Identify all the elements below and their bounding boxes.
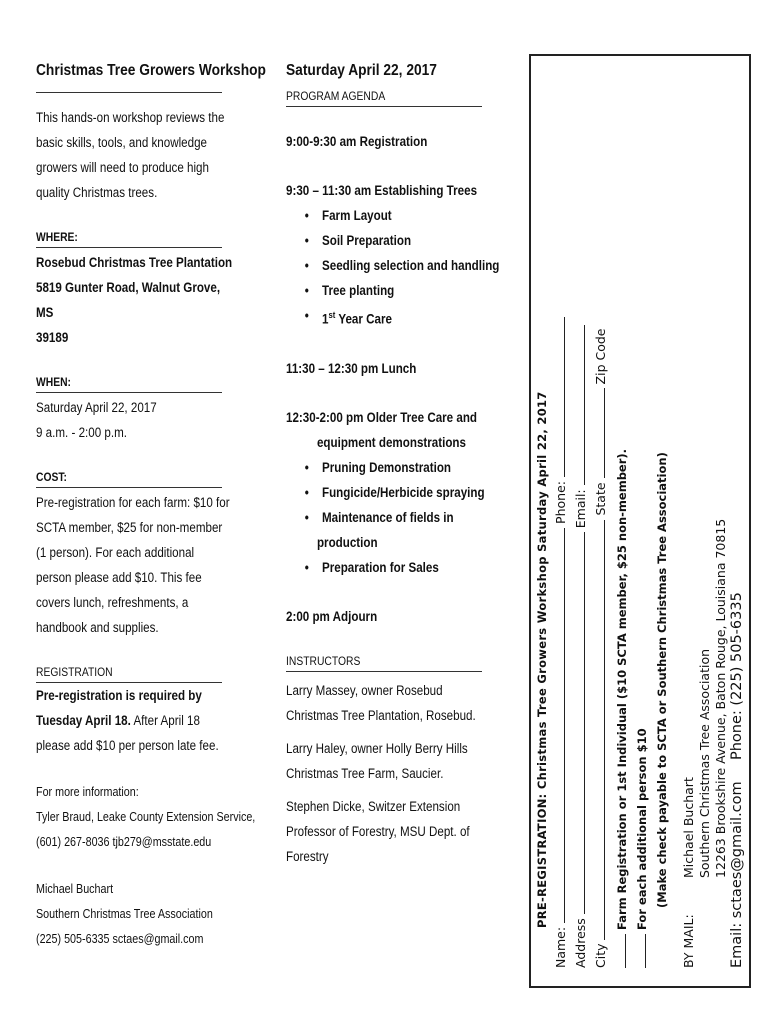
first-year-suffix: st (328, 310, 336, 320)
agenda-divider (286, 106, 482, 107)
instructors-divider (286, 671, 482, 672)
farm-registration-text: Farm Registration or 1st Individual ($10 SCTA member, $25 non-member). (615, 448, 629, 930)
list-item: • Farm Layout (322, 203, 494, 228)
city-field[interactable] (604, 520, 605, 940)
when-divider (36, 392, 222, 393)
farm-registration-blank[interactable] (625, 934, 626, 968)
name-field[interactable] (564, 528, 565, 923)
agenda-heading: PROGRAM AGENDA (286, 89, 386, 103)
list-item-continuation: production (316, 534, 378, 550)
agenda-registration: 9:00-9:30 am Registration (286, 134, 428, 149)
state-label: State (593, 482, 608, 516)
cost-heading: COST: (36, 470, 67, 484)
registration-form-box (529, 54, 751, 988)
contact-phone-line: Phone: (225) 505-6335 (729, 592, 745, 760)
phone-label: Phone: (553, 481, 568, 524)
instructors-heading: INSTRUCTORS (286, 653, 361, 668)
when-heading: WHEN: (36, 375, 71, 389)
registration-heading: REGISTRATION (36, 665, 113, 679)
registration-form-rotated (531, 56, 749, 986)
name-label: Name: (553, 926, 568, 968)
instructor-entry: Stephen Dicke, Switzer Extension Professor of Forestry, MSU Dept. of Forestry (286, 798, 470, 864)
contact-line: Michael Buchart (36, 882, 114, 896)
additional-person-blank[interactable] (645, 934, 646, 968)
list-item: • Tree planting (322, 278, 494, 303)
when-line: 9 a.m. - 2:00 p.m. (36, 425, 127, 440)
agenda-older-tree-care: 12:30-2:00 pm Older Tree Care and (286, 409, 478, 425)
contact-line: (225) 505-6335 sctaes@gmail.com (36, 932, 204, 946)
list-item (322, 303, 494, 332)
agenda-date-title: Saturday April 22, 2017 (286, 62, 437, 79)
info-line: (601) 267-8036 tjb279@msstate.edu (36, 835, 212, 849)
mail-name: Michael Buchart (681, 777, 696, 878)
registration-text (36, 683, 230, 758)
state-field[interactable] (604, 388, 605, 478)
where-line: 5819 Gunter Road, Walnut Grove, MS (36, 280, 221, 320)
where-line: Rosebud Christmas Tree Plantation (36, 255, 233, 270)
address-row (573, 325, 588, 968)
list-item: • Pruning Demonstration (322, 455, 494, 480)
info-heading: For more information: (36, 785, 139, 799)
mail-address: 12263 Brookshire Avenue, Baton Rouge, Louisiana 70815 (713, 518, 728, 878)
first-year-text: Year Care (335, 311, 392, 327)
additional-person-row (635, 728, 649, 968)
check-note: (Make check payable to SCTA or Southern Christmas Tree Association) (655, 452, 669, 908)
instructor-entry: Larry Massey, owner Rosebud Christmas Tree Plantation, Rosebud. (286, 682, 476, 723)
name-row (553, 317, 568, 968)
older-care-list (286, 455, 491, 530)
city-row (593, 329, 608, 968)
info-line: Tyler Braud, Leake County Extension Service, (36, 810, 256, 824)
older-care-list-end (286, 555, 491, 580)
email-label: Email: (573, 489, 588, 529)
list-item: • Soil Preparation (322, 228, 494, 253)
email-field[interactable] (584, 325, 585, 485)
additional-person-text: For each additional person $10 (635, 728, 649, 930)
workshop-title: Christmas Tree Growers Workshop (36, 62, 266, 79)
agenda-column (286, 62, 500, 869)
where-heading: WHERE: (36, 230, 78, 244)
agenda-lunch: 11:30 – 12:30 pm Lunch (286, 360, 417, 376)
list-item: • Seedling selection and handling (322, 253, 494, 278)
cost-text: Pre-registration for each farm: $10 for SCTA member, $25 for non-member (1 person). For each additional person please add $10. This fee covers lunch, refreshments, a handbook and supplies. (36, 495, 230, 635)
where-line: 39189 (36, 330, 69, 345)
late-fee-note: After April 18 please add $10 per person late fee. (36, 713, 219, 753)
contact-line: Southern Christmas Tree Association (36, 907, 213, 921)
agenda-adjourn: 2:00 pm Adjourn (286, 608, 378, 624)
cost-divider (36, 487, 222, 488)
zip-label: Zip Code (593, 328, 608, 385)
agenda-older-tree-care-cont: equipment demonstrations (316, 434, 466, 450)
farm-registration-row (615, 449, 629, 968)
mail-org: Southern Christmas Tree Association (697, 648, 712, 878)
city-label: City (593, 943, 608, 968)
agenda-establishing-trees: 9:30 – 11:30 am Establishing Trees (286, 183, 478, 198)
list-item: • Maintenance of fields in (322, 505, 494, 530)
establishing-list (286, 203, 500, 332)
first-year-number: 1 (322, 311, 329, 327)
address-field[interactable] (584, 532, 585, 914)
phone-field[interactable] (564, 317, 565, 477)
form-header: PRE-REGISTRATION: Christmas Tree Growers Workshop Saturday April 22, 2017 (535, 391, 549, 928)
intro-text: This hands-on workshop reviews the basic skills, tools, and knowledge growers will need to produce high quality Christmas trees. (36, 110, 225, 200)
by-mail-label: BY MAIL: (681, 914, 696, 968)
left-column (36, 62, 266, 952)
contact-email-line: Email: sctaes@gmail.com (729, 781, 745, 968)
list-item: • Preparation for Sales (322, 555, 494, 580)
list-item: • Fungicide/Herbicide spraying (322, 480, 494, 505)
title-divider (36, 92, 222, 93)
instructor-entry: Larry Haley, owner Holly Berry Hills Christmas Tree Farm, Saucier. (286, 740, 468, 781)
registration-deadline: Pre-registration is required by Tuesday April 18. (36, 688, 202, 728)
when-line: Saturday April 22, 2017 (36, 400, 157, 415)
where-divider (36, 247, 222, 248)
address-label: Address (573, 918, 588, 968)
